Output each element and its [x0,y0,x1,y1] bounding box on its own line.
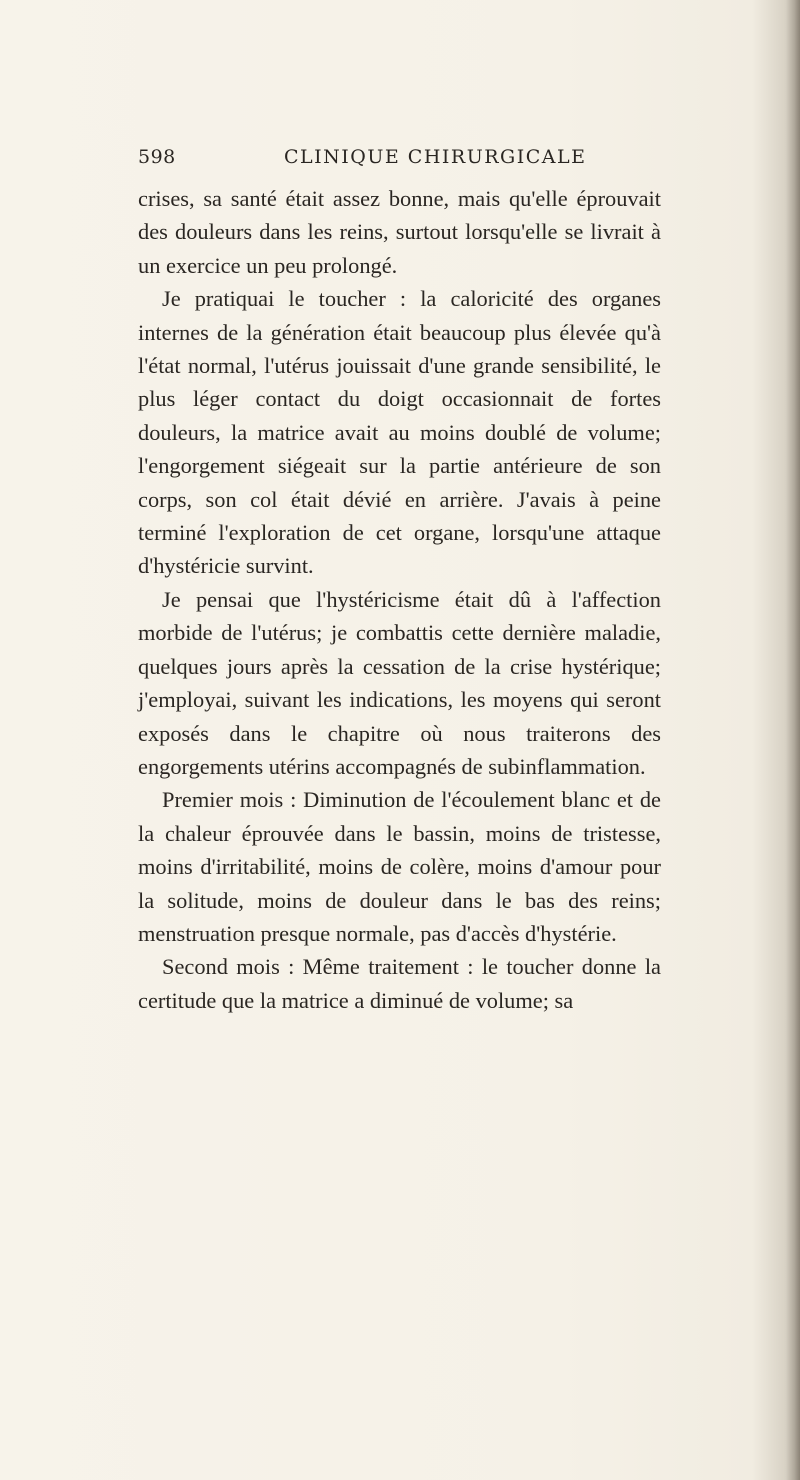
body-text [138,182,661,1017]
running-title: CLINIQUE CHIRURGICALE [284,146,587,168]
paragraph-continuation: crises, sa santé était assez bonne, mais qu'elle éprouvait des douleurs dans les reins, surtout lorsqu'elle se livrait à un exercice un peu prolongé. [138,186,661,278]
page-header [138,146,658,178]
paragraph-hystericisme: Je pensai que l'hystéricisme était dû à l'affection morbide de l'utérus; je combattis cette dernière maladie, quelques jours après la cessation de la crise hystérique; j'employai, suivant les indications, les moyens qui seront exposés dans le chapitre où nous traiterons des engorgements utérins accompagnés de subinflammation. [138,586,661,779]
paragraph-premier-mois: Premier mois : Diminution de l'écoulement blanc et de la chaleur éprouvée dans le bassin, moins de tristesse, moins d'irritabilité, moins de colère, moins d'amour pour la solitude, moins de douleur dans le bas des reins; menstruation presque normale, pas d'accès d'hystérie. [138,787,661,946]
paragraph-toucher: Je pratiquai le toucher : la caloricité des organes internes de la génération était beaucoup plus élevée qu'à l'état normal, l'utérus jouissait d'une grande sensibilité, le plus léger contact du doigt occasionnait de fortes douleurs, la matrice avait au moins doublé de volume; l'engorgement siégeait sur la partie antérieure de son corps, son col était dévié en arrière. J'avais à peine terminé l'exploration de cet organe, lorsqu'une attaque d'hystéricie survint. [138,286,661,579]
paragraph-second-mois: Second mois : Même traitement : le toucher donne la certitude que la matrice a diminué de volume; sa [138,954,661,1013]
page-number: 598 [138,146,176,168]
page-edge-shadow [786,0,800,1480]
